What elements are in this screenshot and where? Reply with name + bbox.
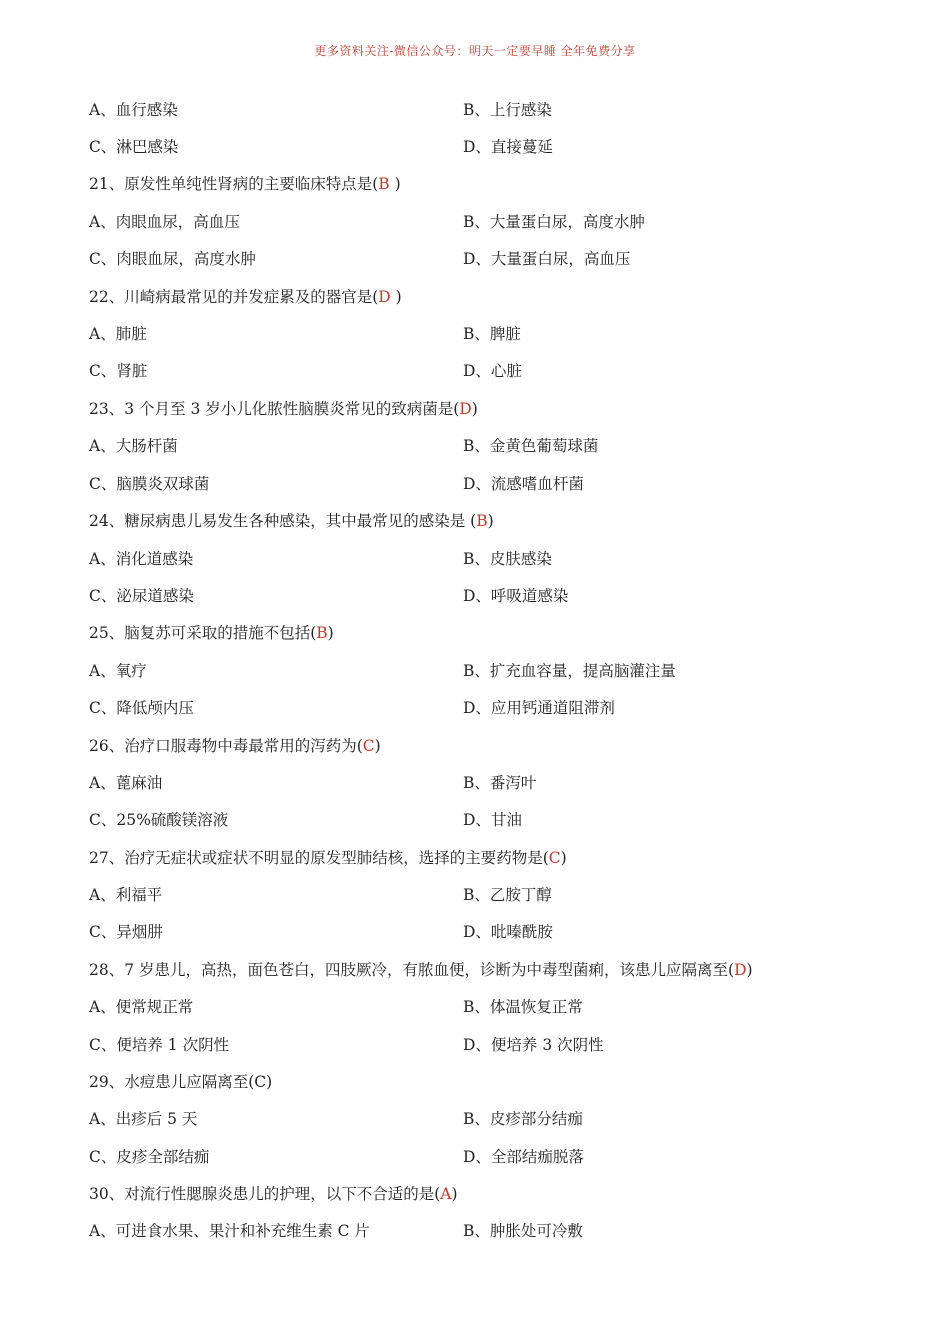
option-a: A、出疹后 5 天: [89, 1110, 198, 1128]
question-27: [0, 845, 950, 871]
option-c: C、脑膜炎双球菌: [89, 475, 210, 493]
option-d: D、直接蔓延: [463, 138, 553, 156]
answer-letter: C: [254, 1073, 267, 1091]
option-a: A、蓖麻油: [89, 774, 163, 792]
option-b: B、金黄色葡萄球菌: [463, 437, 599, 455]
option-b: B、皮肤感染: [463, 550, 552, 568]
question-29: [0, 1069, 950, 1095]
option-b: B、皮疹部分结痂: [463, 1110, 583, 1128]
option-row: [0, 358, 950, 384]
option-a: A、氧疗: [89, 662, 147, 680]
option-b: B、肿胀处可冷敷: [463, 1222, 583, 1240]
option-row: [0, 1218, 950, 1244]
option-row: [0, 919, 950, 945]
question-stem: 29、水痘患儿应隔离至(C): [89, 1073, 273, 1091]
option-d: D、流感嗜血杆菌: [463, 475, 584, 493]
option-row: [0, 770, 950, 796]
option-row: [0, 321, 950, 347]
option-d: D、全部结痂脱落: [463, 1148, 584, 1166]
option-row: [0, 994, 950, 1020]
answer-letter: D: [459, 400, 472, 418]
answer-letter: B: [378, 175, 390, 193]
answer-letter: D: [378, 288, 391, 306]
option-c: C、肉眼血尿，高度水肿: [89, 250, 256, 268]
option-row: [0, 433, 950, 459]
option-c: C、泌尿道感染: [89, 587, 194, 605]
question-28: [0, 957, 950, 983]
option-row: [0, 1032, 950, 1058]
option-a: A、血行感染: [89, 101, 178, 119]
option-c: C、异烟肼: [89, 923, 163, 941]
question-stem: 22、川崎病最常见的并发症累及的器官是(D ): [89, 288, 402, 306]
answer-letter: B: [476, 512, 488, 530]
option-a: A、消化道感染: [89, 550, 194, 568]
question-26: [0, 733, 950, 759]
question-stem: 28、7 岁患儿，高热，面色苍白，四肢厥冷，有脓血便，诊断为中毒型菌痢，该患儿应隔离至(D): [89, 961, 753, 979]
option-b: B、大量蛋白尿，高度水肿: [463, 213, 645, 231]
question-30: [0, 1181, 950, 1207]
question-23: [0, 396, 950, 422]
question-stem: 25、脑复苏可采取的措施不包括(B): [89, 624, 334, 642]
question-stem: 21、原发性单纯性肾病的主要临床特点是(B ): [89, 175, 401, 193]
option-a: A、肉眼血尿，高血压: [89, 213, 240, 231]
question-stem: 27、治疗无症状或症状不明显的原发型肺结核，选择的主要药物是(C): [89, 849, 567, 867]
page-header: 更多资料关注-微信公众号：明天一定要早睡 全年免费分享: [314, 44, 636, 58]
option-c: C、便培养 1 次阴性: [89, 1036, 230, 1054]
option-b: B、乙胺丁醇: [463, 886, 552, 904]
option-row: [0, 546, 950, 572]
option-d: D、心脏: [463, 362, 522, 380]
answer-letter: B: [316, 624, 328, 642]
option-row: [0, 134, 950, 160]
option-row: [0, 807, 950, 833]
option-row: [0, 471, 950, 497]
option-row: [0, 246, 950, 272]
option-c: C、淋巴感染: [89, 138, 179, 156]
option-d: D、便培养 3 次阴性: [463, 1036, 604, 1054]
question-stem: 26、治疗口服毒物中毒最常用的泻药为(C): [89, 737, 381, 755]
option-row: [0, 1106, 950, 1132]
option-d: D、应用钙通道阻滞剂: [463, 699, 615, 717]
option-c: C、肾脏: [89, 362, 148, 380]
question-22: [0, 284, 950, 310]
answer-letter: A: [440, 1185, 452, 1203]
option-a: A、肺脏: [89, 325, 147, 343]
option-a: A、可进食水果、果汁和补充维生素 C 片: [89, 1222, 370, 1240]
option-b: B、体温恢复正常: [463, 998, 583, 1016]
option-row: [0, 209, 950, 235]
option-row: [0, 695, 950, 721]
option-row: [0, 658, 950, 684]
option-c: C、降低颅内压: [89, 699, 194, 717]
option-c: C、皮疹全部结痂: [89, 1148, 210, 1166]
option-row: [0, 1144, 950, 1170]
answer-letter: C: [362, 737, 375, 755]
question-21: [0, 171, 950, 197]
answer-letter: C: [548, 849, 561, 867]
option-b: B、脾脏: [463, 325, 521, 343]
option-c: C、25%硫酸镁溶液: [89, 811, 229, 829]
option-b: B、扩充血容量，提高脑灌注量: [463, 662, 676, 680]
option-a: A、利福平: [89, 886, 163, 904]
option-row: [0, 583, 950, 609]
question-24: [0, 508, 950, 534]
question-25: [0, 620, 950, 646]
option-d: D、甘油: [463, 811, 522, 829]
answer-letter: D: [734, 961, 747, 979]
option-d: D、大量蛋白尿，高血压: [463, 250, 631, 268]
question-stem: 30、对流行性腮腺炎患儿的护理，以下不合适的是(A): [89, 1185, 458, 1203]
option-a: A、大肠杆菌: [89, 437, 178, 455]
option-a: A、便常规正常: [89, 998, 194, 1016]
option-row: [0, 882, 950, 908]
option-d: D、吡嗪酰胺: [463, 923, 553, 941]
option-d: D、呼吸道感染: [463, 587, 569, 605]
question-stem: 23、3 个月至 3 岁小儿化脓性脑膜炎常见的致病菌是(D): [89, 400, 478, 418]
option-row: [0, 97, 950, 123]
option-b: B、番泻叶: [463, 774, 537, 792]
question-stem: 24、糖尿病患儿易发生各种感染，其中最常见的感染是 (B): [89, 512, 494, 530]
option-b: B、上行感染: [463, 101, 552, 119]
